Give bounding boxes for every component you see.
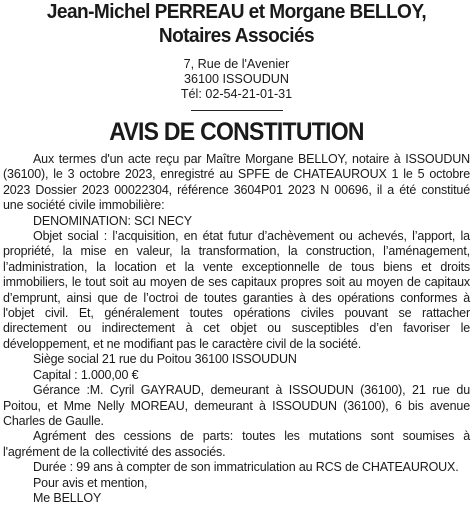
paragraph-closing: Pour avis et mention, [33,475,148,490]
paragraph-share-transfer: Agrément des cessions de parts: toutes les mutations sont soumises à l'agrément de la collectivité des associés. [3,429,470,459]
address-city: 36100 ISSOUDUN [184,72,289,86]
notary-office-name: Jean-Michel PERREAU et Morgane BELLOY, Notaires Associés [46,0,427,47]
legal-notice [3,0,470,506]
address-street: 7, Rue de l'Avenier [183,57,290,71]
header-divider [191,110,283,111]
notice-body [3,152,470,506]
address-phone: Tél: 02-54-21-01-31 [180,87,293,101]
notary-address-block [3,57,470,102]
paragraph-duration: Durée : 99 ans à compter de son immatriculation au RCS de CHATEAUROUX. [33,460,459,475]
paragraph-corporate-purpose: Objet social : l’acquisition, en état futur d’achèvement ou achevés, l’apport, la propriété, la mise en valeur, la transformation, la construction, l’aménagement, l’administration, la location et la vente exceptionnelle de tous biens et droits immobiliers, le tout soit au moyen de ses capitaux propres soit au moyen de capitaux d’emprunt, ainsi que de l’octroi de toutes garanties à des opérations conformes à l'objet civil. Et, généralement toutes opérations civiles pouvant se rattacher directement ou indirectement à cet objet ou susceptibles d’en favoriser le développement, et ne modifiant pas le caractère civil de la société. [3,229,470,351]
paragraph-denomination: DENOMINATION: SCI NECY [33,213,192,228]
paragraph-management: Gérance :M. Cyril GAYRAUD, demeurant à ISSOUDUN (36100), 21 rue du Poitou, et Mme Nelly MOREAU, demeurant à ISSOUDUN (36100), 6 bis avenue Charles de Gaulle. [3,383,470,428]
paragraph-capital: Capital : 1.000,00 € [33,367,139,382]
notice-title: AVIS DE CONSTITUTION [109,118,364,146]
paragraph-registered-office: Siège social 21 rue du Poitou 36100 ISSOUDUN [33,352,297,367]
paragraph-deed-intro: Aux termes d'un acte reçu par Maître Morgane BELLOY, notaire à ISSOUDUN (36100), le 3 octobre 2023, enregistré au SPFE de CHATEAUROUX 1 le 5 octobre 2023 Dossier 2023 00022304, référence 3604P01 2023 N 00696, il a été constitué une société civile immobilière: [3,152,470,213]
paragraph-signature: Me BELLOY [33,490,102,505]
